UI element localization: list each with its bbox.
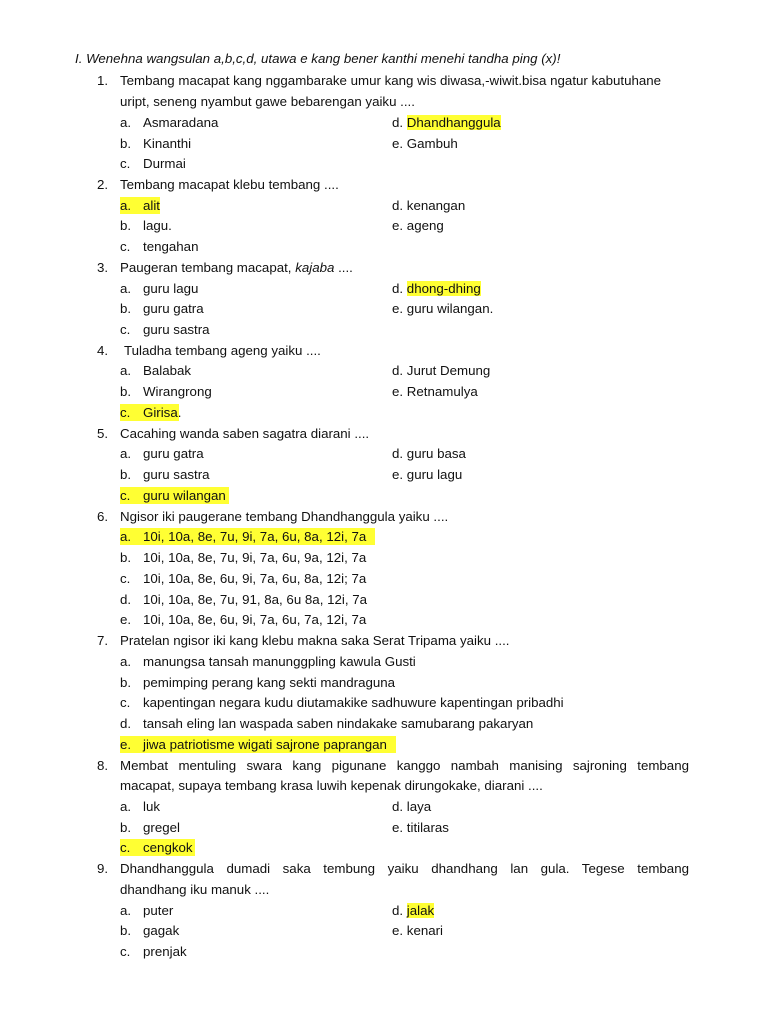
option-text: alit	[143, 198, 160, 213]
question-text: Pratelan ngisor iki kang klebu makna saka Serat Tripama yaiku ....	[120, 633, 510, 648]
option-text: tengahan	[143, 239, 199, 254]
option-text: Balabak	[143, 363, 192, 378]
option-letter: e.	[392, 218, 404, 233]
question-number: 5.	[97, 426, 109, 441]
option-letter: b.	[120, 467, 132, 482]
option-letter: c.	[120, 840, 131, 855]
option-letter: b.	[120, 923, 132, 938]
option-letter: c.	[120, 405, 131, 420]
option-letter: b.	[120, 301, 132, 316]
option-letter: e.	[392, 384, 404, 399]
option-text: tansah eling lan waspada saben nindakake samubarang pakaryan	[143, 716, 534, 731]
question-text: Tembang macapat kang nggambarake umur kang wis diwasa,-wiwit.bisa ngatur kabutuhane	[120, 73, 662, 88]
option-letter: e.	[392, 301, 404, 316]
option-letter: d.	[392, 903, 404, 918]
option-text	[143, 404, 181, 421]
option-letter: d.	[120, 592, 132, 607]
option-text: guru lagu	[406, 467, 463, 482]
option-letter: c.	[120, 322, 131, 337]
instructions-heading: I. Wenehna wangsulan a,b,c,d, utawa e kang bener kanthi menehi tandha ping (x)!	[75, 51, 561, 66]
option	[392, 300, 493, 317]
question-text: Membat mentuling swara kang pigunane kanggo nambah manising sajroning tembang	[120, 758, 689, 773]
option-letter: a.	[120, 198, 132, 213]
option-text: kenangan	[406, 198, 466, 213]
option-letter: e.	[120, 612, 132, 627]
option-letter: a.	[120, 529, 132, 544]
option-letter: c.	[120, 695, 131, 710]
question-number: 3.	[97, 260, 109, 275]
question-number: 7.	[97, 633, 109, 648]
option-correct	[392, 902, 434, 919]
option-letter: e.	[392, 820, 404, 835]
option-letter: d.	[392, 198, 404, 213]
option-text: pemimping perang kang sekti mandraguna	[143, 675, 396, 690]
option-letter: b.	[120, 218, 132, 233]
option-text: guru sastra	[143, 467, 210, 482]
option-text: manungsa tansah manunggpling kawula Gusti	[143, 654, 416, 669]
option-text: jiwa patriotisme wigati sajrone paprangan	[143, 737, 387, 752]
option-text-highlighted: Girisa	[143, 405, 178, 420]
option-text: guru wilangan	[143, 488, 226, 503]
option-text: Asmaradana	[143, 115, 219, 130]
option-text: Kinanthi	[143, 136, 192, 151]
question-number: 6.	[97, 509, 109, 524]
option-text: guru basa	[406, 446, 466, 461]
option	[392, 362, 490, 379]
option-text: ageng	[406, 218, 444, 233]
option-letter: b.	[120, 136, 132, 151]
option-text: lagu.	[143, 218, 172, 233]
option-text: titilaras	[406, 820, 449, 835]
option-letter: a.	[120, 654, 132, 669]
option	[392, 383, 478, 400]
option-letter: d.	[392, 446, 404, 461]
option-letter: a.	[120, 115, 132, 130]
option-text: guru gatra	[143, 446, 204, 461]
option-letter: c.	[120, 571, 131, 586]
question-text: dhandhang iku manuk ....	[120, 882, 270, 897]
question-text: uript, seneng nyambut gawe bebarengan yaiku ....	[120, 94, 415, 109]
option	[392, 135, 458, 152]
option-text: kapentingan negara kudu diutamakike sadhuwure kapentingan pribadhi	[143, 695, 564, 710]
option	[392, 197, 465, 214]
option-text: guru lagu	[143, 281, 199, 296]
option-text: kenari	[406, 923, 444, 938]
option-text: cengkok	[143, 840, 193, 855]
option-text: luk	[143, 799, 160, 814]
question-number: 1.	[97, 73, 109, 88]
option-letter: b.	[120, 384, 132, 399]
option-text: Wirangrong	[143, 384, 212, 399]
option	[392, 217, 444, 234]
option-text: gagak	[143, 923, 180, 938]
option-text: puter	[143, 903, 174, 918]
option-correct	[392, 114, 501, 131]
option-letter: c.	[120, 156, 131, 171]
option-letter: a.	[120, 363, 132, 378]
option-letter: e.	[120, 737, 132, 752]
option	[392, 445, 466, 462]
option-text: gregel	[143, 820, 180, 835]
option-letter: a.	[120, 281, 132, 296]
option-text: prenjak	[143, 944, 187, 959]
question-text: Dhandhanggula dumadi saka tembung yaiku dhandhang lan gula. Tegese tembang	[120, 861, 689, 876]
option-letter: e.	[392, 467, 404, 482]
option-letter: d.	[120, 716, 132, 731]
option-letter: d.	[392, 115, 404, 130]
option-text: guru gatra	[143, 301, 204, 316]
option-text: Retnamulya	[406, 384, 478, 399]
option	[392, 466, 462, 483]
question-text-italic: kajaba	[295, 260, 335, 275]
option-letter: b.	[120, 675, 132, 690]
question-text: Ngisor iki paugerane tembang Dhandhanggula yaiku ....	[120, 509, 449, 524]
question-number: 4.	[97, 343, 109, 358]
option-letter: c.	[120, 239, 131, 254]
option-letter: c.	[120, 944, 131, 959]
option-text: 10i, 10a, 8e, 7u, 91, 8a, 6u 8a, 12i, 7a	[143, 592, 368, 607]
option-letter: d.	[392, 799, 404, 814]
option-text: Durmai	[143, 156, 186, 171]
question-text-suffix: ....	[334, 260, 353, 275]
option-text: Jurut Demung	[406, 363, 491, 378]
option-text: 10i, 10a, 8e, 6u, 9i, 7a, 6u, 7a, 12i, 7a	[143, 612, 367, 627]
option-text: laya	[406, 799, 432, 814]
option-text: 10i, 10a, 8e, 7u, 9i, 7a, 6u, 9a, 12i, 7a	[143, 550, 367, 565]
answer-highlight: dhong-dhing	[406, 281, 481, 296]
question-text: Tembang macapat klebu tembang ....	[120, 177, 339, 192]
option-text-trail: .	[177, 405, 182, 420]
option-letter: a.	[120, 446, 132, 461]
answer-highlight: Dhandhanggula	[406, 115, 501, 130]
question-text: macapat, supaya tembang krasa luwih kepenak dirungokake, diarani ....	[120, 778, 543, 793]
option-letter: d.	[392, 281, 404, 296]
option	[392, 922, 443, 939]
question-number: 2.	[97, 177, 109, 192]
option-text: 10i, 10a, 8e, 6u, 9i, 7a, 6u, 8a, 12i; 7a	[143, 571, 367, 586]
option-correct	[392, 280, 481, 297]
question-text: Cacahing wanda saben sagatra diarani ....	[120, 426, 370, 441]
answer-highlight: jalak	[406, 903, 435, 918]
option	[392, 798, 431, 815]
option-letter: a.	[120, 799, 132, 814]
option-letter: b.	[120, 820, 132, 835]
option-text: guru sastra	[143, 322, 210, 337]
question-text-prefix: Paugeran tembang macapat,	[120, 260, 296, 275]
question-number: 9.	[97, 861, 109, 876]
question-text	[120, 259, 353, 276]
option	[392, 819, 449, 836]
option-letter: c.	[120, 488, 131, 503]
option-letter: e.	[392, 923, 404, 938]
option-text: 10i, 10a, 8e, 7u, 9i, 7a, 6u, 8a, 12i, 7a	[143, 529, 367, 544]
option-letter: e.	[392, 136, 404, 151]
question-number: 8.	[97, 758, 109, 773]
option-text: Gambuh	[406, 136, 458, 151]
option-letter: b.	[120, 550, 132, 565]
option-letter: a.	[120, 903, 132, 918]
question-text: Tuladha tembang ageng yaiku ....	[124, 343, 321, 358]
option-letter: d.	[392, 363, 404, 378]
option-text: guru wilangan.	[406, 301, 494, 316]
